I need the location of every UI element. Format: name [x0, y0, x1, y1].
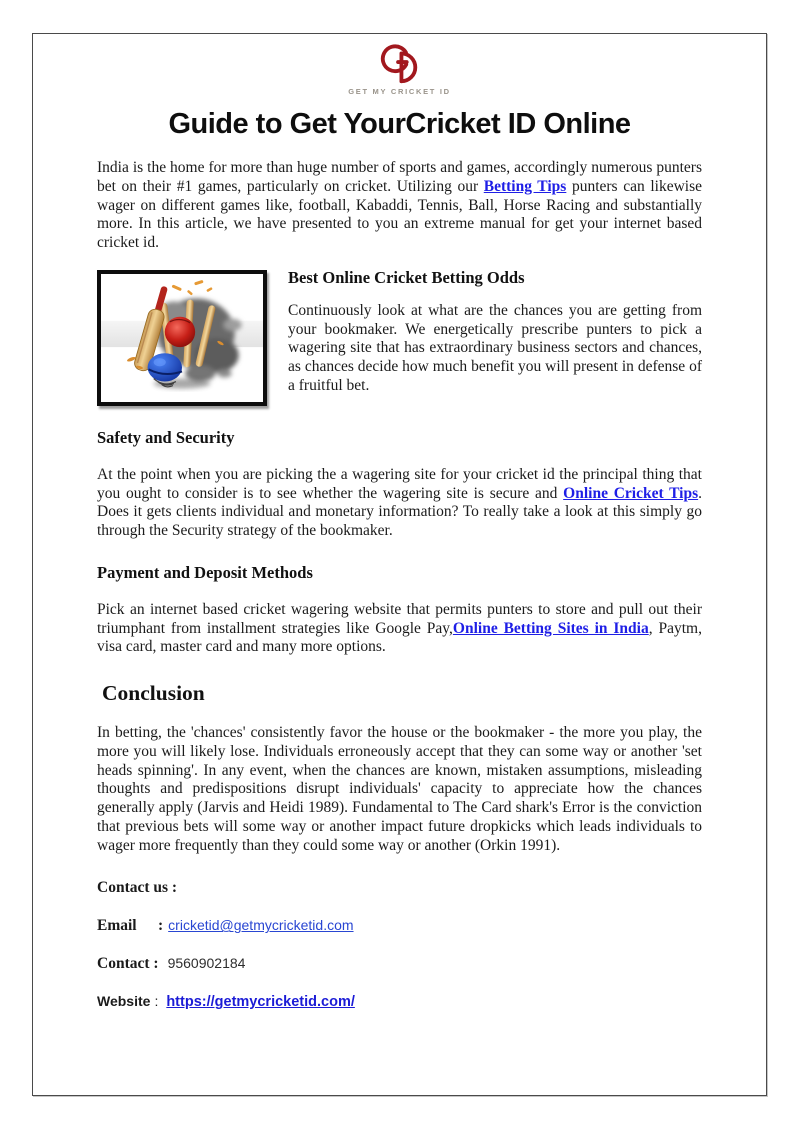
intro-paragraph: [97, 159, 702, 253]
gd-monogram-logo: [355, 42, 445, 86]
section-heading-safety: Safety and Security: [97, 427, 235, 447]
payment-paragraph: [97, 601, 702, 657]
website-label: Website: [97, 993, 151, 1010]
website-separator: :: [154, 993, 159, 1010]
section-heading-odds: Best Online Cricket Betting Odds: [288, 267, 525, 287]
betting-tips-link[interactable]: Betting Tips: [483, 177, 567, 195]
page-title: Guide to Get YourCricket ID Online: [168, 108, 631, 140]
cricket-figure: [97, 270, 267, 406]
cricket-illustration-icon: [101, 274, 263, 402]
logo-letter-g: [378, 42, 412, 76]
payment-text-1: Pick an internet based cricket wagering website that permits punters to store and pull out their triumphant from installment strategies like Google Pay,: [97, 600, 702, 637]
contact-phone-line: [97, 954, 702, 973]
safety-text-2: . Does it gets clients individual and monetary information? To really take a look at this simply go through the Security strategy of the bookmaker.: [97, 484, 702, 539]
document-page: [32, 33, 767, 1096]
email-separator: :: [158, 917, 164, 935]
cricket-ball: [165, 316, 195, 346]
intro-text-1: India is the home for more than huge number of sports and games, accordingly numerous punters bet on their #1 games, particularly on cricket. Utilizing our: [97, 159, 702, 195]
contact-website-line: [97, 992, 702, 1012]
odds-paragraph: Continuously look at what are the chances you are getting from your bookmaker. We energetically prescribe punters to pick a wagering site that has extraordinary business sectors and chances, as chances decide how much benefit you will present in defense of a fruitful bet.: [288, 301, 702, 394]
phone-label: Contact :: [97, 955, 159, 973]
email-link[interactable]: cricketid@getmycricketid.com: [168, 917, 354, 934]
safety-paragraph: [97, 466, 702, 541]
contact-email-line: [97, 916, 702, 935]
intro-text-2: punters can likewise wager on different games like, football, Kabaddi, Tennis, Ball, Horse Racing and substantially more. In this article, we have presented to you an extreme manual for get your internet based cricket id.: [97, 177, 702, 251]
page-content: [33, 34, 766, 1012]
website-link[interactable]: https://getmycricketid.com/: [166, 994, 355, 1011]
section-heading-payment: Payment and Deposit Methods: [97, 562, 313, 582]
payment-text-2: , Paytm, visa card, master card and many more options.: [97, 619, 702, 656]
email-label: Email: [97, 917, 137, 935]
header-logo: [97, 42, 702, 96]
contact-us-heading: Contact us :: [97, 879, 178, 897]
section-heading-conclusion: Conclusion: [102, 681, 205, 705]
online-betting-sites-link[interactable]: Online Betting Sites in India: [452, 619, 649, 637]
safety-text-1: At the point when you are picking the a wagering site for your cricket id the principal thing that you ought to consider is to see whether the wagering site is secure and: [97, 465, 702, 502]
conclusion-paragraph: In betting, the 'chances' consistently favor the house or the bookmaker - the more you play, the more you will likely lose. Individuals erroneously accept that they can some way or another 'set heads spinning'. In any event, when the chances are known, mistaken assumptions, misleading thoughts and predispositions disrupt individuals' capacity to appreciate how the chances generally apply (Jarvis and Heidi 1989). Fundamental to The Card shark's Error is the conviction that previous bets will some way or another impact future dropkicks which leads individuals to wager more frequently than they could some way or another (Orkin 1991).: [97, 724, 702, 854]
phone-value: 9560902184: [167, 955, 246, 972]
online-cricket-tips-link[interactable]: Online Cricket Tips: [563, 484, 699, 502]
odds-section: [97, 268, 702, 412]
logo-caption: GET MY CRICKET ID: [348, 87, 451, 96]
